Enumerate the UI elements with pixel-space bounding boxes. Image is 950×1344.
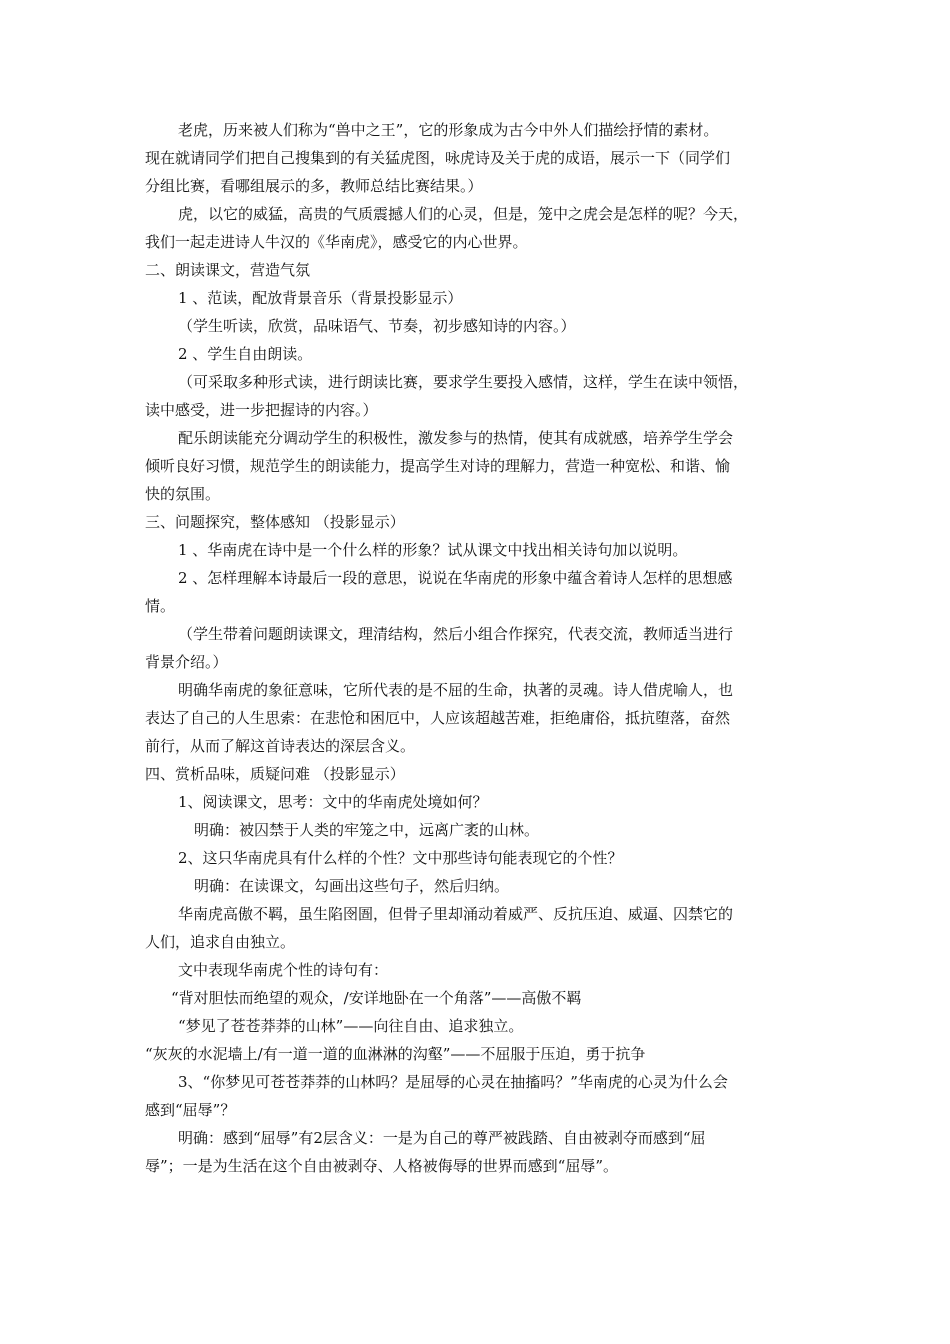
text-line: 2、这只华南虎具有什么样的个性？文中那些诗句能表现它的个性？ <box>178 849 623 867</box>
text-line: 虎，以它的威猛，高贵的气质震撼人们的心灵，但是，笼中之虎会是怎样的呢？今天， <box>178 205 749 223</box>
text-line: 1、阅读课文，思考：文中的华南虎处境如何？ <box>178 793 488 811</box>
text-line: 3、“你梦见可苍苍莽莽的山林吗？是屈辱的心灵在抽搐吗？”华南虎的心灵为什么会 <box>178 1073 728 1091</box>
text-line: 文中表现华南虎个性的诗句有： <box>178 961 389 979</box>
text-line: 1 、范读，配放背景音乐（背景投影显示） <box>178 289 463 307</box>
text-line: 老虎，历来被人们称为“兽中之王”，它的形象成为古今中外人们描绘抒情的素材。 <box>178 121 719 139</box>
text-line: 人们，追求自由独立。 <box>145 933 296 951</box>
text-line: 明确：感到“屈辱”有2层含义：一是为自己的尊严被践踏、自由被剥夺而感到“屈 <box>178 1129 706 1147</box>
text-line: 快的氛围。 <box>145 485 221 503</box>
text-line: 表达了自己的人生思索：在悲怆和困厄中，人应该超越苦难，拒绝庸俗，抵抗堕落，奋然 <box>145 709 731 727</box>
text-line: （学生带着问题朗读课文，理清结构，然后小组合作探究，代表交流，教师适当进行 <box>178 625 734 643</box>
text-line: “背对胆怯而绝望的观众，/安详地卧在一个角落”——高傲不羁 <box>171 989 582 1007</box>
text-line: 分组比赛，看哪组展示的多，教师总结比赛结果。） <box>145 177 483 195</box>
text-line: 读中感受，进一步把握诗的内容。） <box>145 401 378 419</box>
text-line: 2 、学生自由朗读。 <box>178 345 313 363</box>
text-line: 现在就请同学们把自己搜集到的有关猛虎图，咏虎诗及关于虎的成语，展示一下（同学们 <box>145 149 731 167</box>
text-line: 感到“屈辱”？ <box>145 1101 236 1119</box>
text-line: 配乐朗读能充分调动学生的积极性，激发参与的热情，使其有成就感，培养学生学会 <box>178 429 734 447</box>
text-line: 明确：在读课文，勾画出这些句子，然后归纳。 <box>194 877 510 895</box>
text-line: “灰灰的水泥墙上/有一道一道的血淋淋的沟壑”——不屈服于压迫，勇于抗争 <box>145 1045 646 1063</box>
text-line: 情。 <box>145 597 176 615</box>
text-line: 前行，从而了解这首诗表达的深层含义。 <box>145 737 416 755</box>
text-line: 明确华南虎的象征意味，它所代表的是不屈的生命，执著的灵魂。诗人借虎喻人，也 <box>178 681 734 699</box>
text-line: 2 、怎样理解本诗最后一段的意思，说说在华南虎的形象中蕴含着诗人怎样的思想感 <box>178 569 733 587</box>
text-line: 1 、华南虎在诗中是一个什么样的形象？试从课文中找出相关诗句加以说明。 <box>178 541 688 559</box>
text-line: 辱”；一是为生活在这个自由被剥夺、人格被侮辱的世界而感到“屈辱”。 <box>145 1157 619 1175</box>
text-line: “梦见了苍苍莽莽的山林”——向往自由、追求独立。 <box>178 1017 524 1035</box>
text-line: 我们一起走进诗人牛汉的《华南虎》，感受它的内心世界。 <box>145 233 528 251</box>
text-line: （学生听读，欣赏，品味语气、节奏，初步感知诗的内容。） <box>178 317 576 335</box>
section-heading: 二、朗读课文，营造气氛 <box>145 261 311 279</box>
section-heading: 三、问题探究，整体感知 （投影显示） <box>145 513 405 531</box>
text-line: 华南虎高傲不羁，虽生陷囹圄，但骨子里却涌动着威严、反抗压迫、威逼、囚禁它的 <box>178 905 734 923</box>
text-line: （可采取多种形式读，进行朗读比赛，要求学生要投入感情，这样，学生在读中领悟， <box>178 373 749 391</box>
text-line: 明确：被囚禁于人类的牢笼之中，远离广袤的山林。 <box>194 821 540 839</box>
text-line: 倾听良好习惯，规范学生的朗读能力，提高学生对诗的理解力，营造一种宽松、和谐、愉 <box>145 457 731 475</box>
text-line: 背景介绍。） <box>145 653 228 671</box>
section-heading: 四、赏析品味，质疑问难 （投影显示） <box>145 765 405 783</box>
